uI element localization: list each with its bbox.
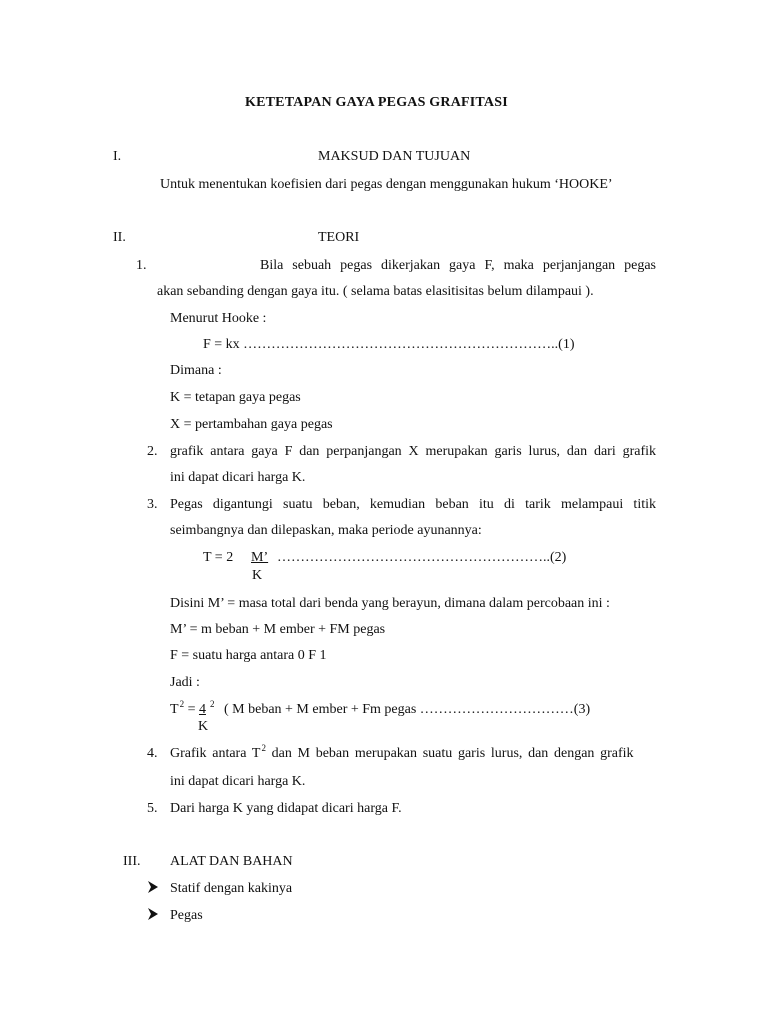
t-squared-exponent: 2 <box>179 699 185 709</box>
period-fraction-numerator: M’ <box>251 550 269 565</box>
section-3-number: III. <box>123 854 141 869</box>
period-formula-lhs: T = 2 <box>203 550 234 565</box>
t-squared-numerator: 4 <box>198 702 206 717</box>
f-equation: F = suatu harga antara 0 F 1 <box>170 648 327 663</box>
item-2-line-1: grafik antara gaya F dan perpanjangan X merupakan garis lurus, dan dari grafik <box>170 444 656 459</box>
jadi-label: Jadi : <box>170 675 200 690</box>
section-1-text: Untuk menentukan koefisien dari pegas dengan menggunakan hukum ‘HOOKE’ <box>160 177 613 192</box>
section-3-heading: ALAT DAN BAHAN <box>170 854 293 869</box>
material-item-1: Statif dengan kakinya <box>170 881 293 896</box>
item-2-line-2: ini dapat dicari harga K. <box>170 470 306 485</box>
dimana-label: Dimana : <box>170 363 222 378</box>
t-squared-equals: = <box>184 702 199 717</box>
t-squared-numerator-exponent: 2 <box>209 699 215 709</box>
definition-k: K = tetapan gaya pegas <box>170 390 301 405</box>
item-2-number: 2. <box>147 444 158 459</box>
arrowhead-bullet-icon <box>147 880 159 900</box>
section-2-number: II. <box>113 230 126 245</box>
hooke-label: Menurut Hooke : <box>170 311 267 326</box>
t-squared-lhs: T <box>170 702 179 717</box>
item-4-number: 4. <box>147 746 158 761</box>
mass-equation: M’ = m beban + M ember + FM pegas <box>170 622 386 637</box>
t-squared-denominator: K <box>198 719 209 734</box>
item-4-line-1: Grafik antara $T^2$ dan M beban merupakan suatu garis lurus, dan dengan grafik <box>170 743 634 761</box>
t-squared-rhs: ( M beban + M ember + Fm pegas ……………………………(3) <box>224 702 591 717</box>
period-formula-dots: …………………………………………………..(2) <box>277 550 567 565</box>
item-3-number: 3. <box>147 497 158 512</box>
item-5-line-1: Dari harga K yang didapat dicari harga F. <box>170 801 402 816</box>
item-3-line-1: Pegas digantungi suatu beban, kemudian beban itu di tarik melampaui titik <box>170 497 656 512</box>
item-5-number: 5. <box>147 801 158 816</box>
item-4-line-2: ini dapat dicari harga K. <box>170 774 306 789</box>
item-1-line-1: Bila sebuah pegas dikerjakan gaya F, maka perjanjangan pegas <box>260 258 656 273</box>
t-squared-formula <box>170 701 214 719</box>
disini-text: Disini M’ = masa total dari benda yang berayun, dimana dalam percobaan ini : <box>170 596 610 611</box>
section-2-heading: TEORI <box>318 230 360 245</box>
formula-1: F = kx …………………………………………………………..(1) <box>203 337 575 352</box>
item-1-line-2: akan sebanding dengan gaya itu. ( selama batas elasitisitas belum dilampaui ). <box>157 284 594 299</box>
item-3-line-2: seimbangnya dan dilepaskan, maka periode ayunannya: <box>170 523 482 538</box>
period-fraction-denominator: K <box>252 568 263 583</box>
section-1-heading: MAKSUD DAN TUJUAN <box>318 149 471 164</box>
definition-x: X = pertambahan gaya pegas <box>170 417 333 432</box>
material-item-2: Pegas <box>170 908 203 923</box>
arrowhead-bullet-icon <box>147 907 159 927</box>
section-1-number: I. <box>113 149 122 164</box>
document-title: KETETAPAN GAYA PEGAS GRAFITASI <box>245 95 508 110</box>
item-1-number: 1. <box>136 258 147 273</box>
